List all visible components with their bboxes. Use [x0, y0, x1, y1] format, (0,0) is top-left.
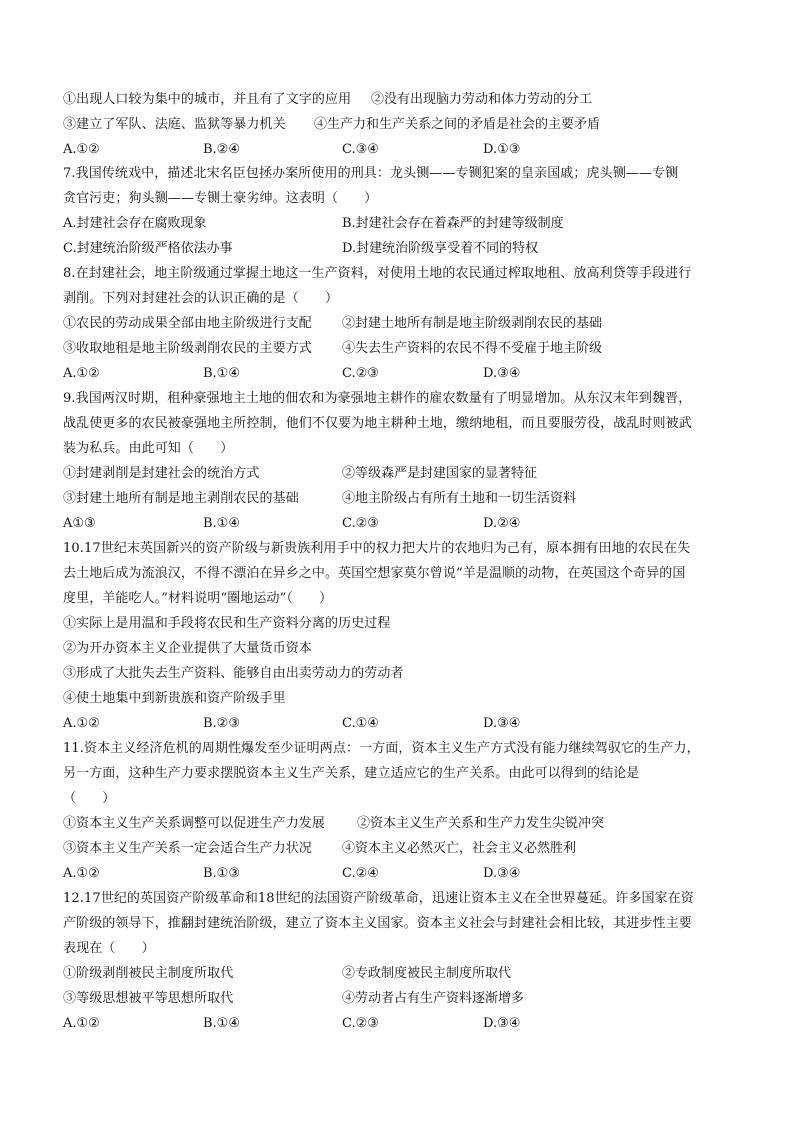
- q10-stem-line-2: 去土地后成为流浪汉，不得不漂泊在异乡之中。英国空想家莫尔曾说“羊是温顺的动物，在英国这个奇异的国: [63, 566, 686, 581]
- q12-statement-1: ①阶级剥削被民主制度所取代: [63, 966, 234, 981]
- q11-option-c[interactable]: C.②④: [342, 866, 379, 881]
- q12-stem-line-1: 12.17世纪的英国资产阶级革命和18世纪的法国资产阶级革命，迅速让资本主义在全世界蔓延。许多国家在资: [63, 891, 694, 906]
- q12-stem-line-2: 产阶级的领导下，推翻封建统治阶级，建立了资本主义国家。资本主义社会与封建社会相比较，其进步性主要: [63, 916, 692, 931]
- q7-option-c[interactable]: C.封建统治阶级严格依法办事: [63, 241, 233, 256]
- q7-option-a[interactable]: A.封建社会存在腐败现象: [63, 216, 207, 231]
- q8-option-c[interactable]: C.②③: [342, 366, 379, 381]
- q11-statement-1: ①资本主义生产关系调整可以促进生产力发展: [63, 816, 326, 831]
- q12-option-a[interactable]: A.①②: [63, 1016, 100, 1031]
- q12-stem-line-3: 表现在（ ）: [63, 941, 155, 956]
- q6-statement-4: ④生产力和生产关系之间的矛盾是社会的主要矛盾: [314, 117, 601, 132]
- q10-option-d[interactable]: D.③④: [483, 716, 521, 731]
- q10-statement-1: ①实际上是用温和手段将农民和生产资料分离的历史过程: [63, 616, 391, 631]
- q10-statement-2: ②为开办资本主义企业提供了大量货币资本: [63, 641, 312, 656]
- q10-statement-4: ④使土地集中到新贵族和资产阶级手里: [63, 691, 286, 706]
- q9-statement-4: ④地主阶级占有所有土地和一切生活资料: [342, 491, 577, 506]
- q8-stem-line-2: 剥削。下列对封建社会的认识正确的是（ ）: [63, 291, 339, 306]
- q8-option-b[interactable]: B.①④: [203, 366, 240, 381]
- q6-statement-1: ①出现人口较为集中的城市，并且有了文字的应用: [63, 92, 352, 107]
- q6-statement-3: ③建立了军队、法庭、监狱等暴力机关: [63, 117, 286, 132]
- q11-statement-4: ④资本主义必然灭亡，社会主义必然胜利: [342, 841, 577, 856]
- q11-option-d[interactable]: D.③④: [483, 866, 521, 881]
- q8-statement-2: ②封建土地所有制是地主阶级剥削农民的基础: [342, 316, 603, 331]
- q9-stem-line-3: 装为私兵。由此可知（ ）: [63, 441, 234, 456]
- q9-stem-line-2: 战乱使更多的农民被豪强地主所控制，他们不仅要为地主耕种土地，缴纳地租，而且要服劳役，战乱时则被武: [63, 416, 692, 431]
- q11-stem-line-2: 另一方面，这种生产力要求摆脱资本主义生产关系，建立适应它的生产关系。由此可以得到的结论是: [63, 766, 640, 781]
- q9-option-c[interactable]: C.②③: [342, 516, 379, 531]
- q9-statement-1: ①封建剥削是封建社会的统治方式: [63, 466, 260, 481]
- q9-stem-line-1: 9.我国两汉时期，租种豪强地主土地的佃农和为豪强地主耕作的雇农数量有了明显增加。从东汉末年到魏晋，: [63, 391, 692, 406]
- q6-option-b[interactable]: B.②④: [203, 142, 240, 157]
- q9-statement-3: ③封建土地所有制是地主剥削农民的基础: [63, 491, 299, 506]
- q9-statement-2: ②等级森严是封建国家的显著特征: [342, 466, 538, 481]
- q9-option-a[interactable]: A①③: [63, 516, 96, 531]
- q11-statement-3: ③资本主义生产关系一定会适合生产力状况: [63, 841, 312, 856]
- q10-stem-line-1: 10.17世纪末英国新兴的资产阶级与新贵族利用手中的权力把大片的农地归为己有，原本拥有田地的农民在失: [63, 541, 691, 556]
- q10-option-b[interactable]: B.②③: [203, 716, 240, 731]
- q12-option-d[interactable]: D.③④: [483, 1016, 521, 1031]
- q12-statement-4: ④劳动者占有生产资料逐渐增多: [342, 991, 525, 1006]
- q12-statement-3: ③等级思想被平等思想所取代: [63, 991, 234, 1006]
- q9-option-b[interactable]: B.①④: [203, 516, 240, 531]
- q6-option-a[interactable]: A.①②: [63, 142, 100, 157]
- q9-option-d[interactable]: D.②④: [483, 516, 521, 531]
- q7-option-b[interactable]: B.封建社会存在着森严的封建等级制度: [342, 216, 564, 231]
- q12-option-b[interactable]: B.①④: [203, 1016, 240, 1031]
- q8-stem-line-1: 8.在封建社会，地主阶级通过掌握土地这一生产资料，对使用土地的农民通过榨取地租、放高利贷等手段进行: [63, 266, 692, 281]
- q6-statement-2: ②没有出现脑力劳动和体力劳动的分工: [371, 92, 593, 107]
- q10-option-c[interactable]: C.①④: [342, 716, 379, 731]
- q12-statement-2: ②专政制度被民主制度所取代: [342, 966, 512, 981]
- q11-stem-line-3: （ ）: [63, 791, 116, 806]
- q8-option-a[interactable]: A.①②: [63, 366, 100, 381]
- q8-statement-1: ①农民的劳动成果全部由地主阶级进行支配: [63, 316, 312, 331]
- q8-statement-4: ④失去生产资料的农民不得不受雇于地主阶级: [342, 341, 603, 356]
- q10-stem-line-3: 度里，羊能吃人。”材料说明“圈地运动”（ ）: [63, 591, 333, 606]
- q8-statement-3: ③收取地租是地主阶级剥削农民的主要方式: [63, 341, 312, 356]
- q8-option-d[interactable]: D.③④: [483, 366, 521, 381]
- q10-statement-3: ③形成了大批失去生产资料、能够自由出卖劳动力的劳动者: [63, 666, 404, 681]
- q11-option-b[interactable]: B.①③: [203, 866, 240, 881]
- q7-stem-line-2: 贪官污吏；狗头铡——专铡土豪劣绅。这表明（ ）: [63, 191, 378, 206]
- q6-option-d[interactable]: D.①③: [483, 142, 521, 157]
- q10-option-a[interactable]: A.①②: [63, 716, 100, 731]
- q6-option-c[interactable]: C.③④: [342, 142, 379, 157]
- q11-statement-2: ②资本主义生产关系和生产力发生尖锐冲突: [357, 816, 605, 831]
- q7-option-d[interactable]: D.封建统治阶级享受着不同的特权: [342, 241, 539, 256]
- q12-option-c[interactable]: C.②③: [342, 1016, 379, 1031]
- q11-stem-line-1: 11.资本主义经济危机的周期性爆发至少证明两点：一方面，资本主义生产方式没有能力继续驾驭它的生产力，: [63, 741, 700, 756]
- q11-option-a[interactable]: A.①②: [63, 866, 100, 881]
- q7-stem-line-1: 7.我国传统戏中，描述北宋名臣包拯办案所使用的刑具：龙头铡——专铡犯案的皇亲国戚；虎头铡——专铡: [63, 166, 679, 181]
